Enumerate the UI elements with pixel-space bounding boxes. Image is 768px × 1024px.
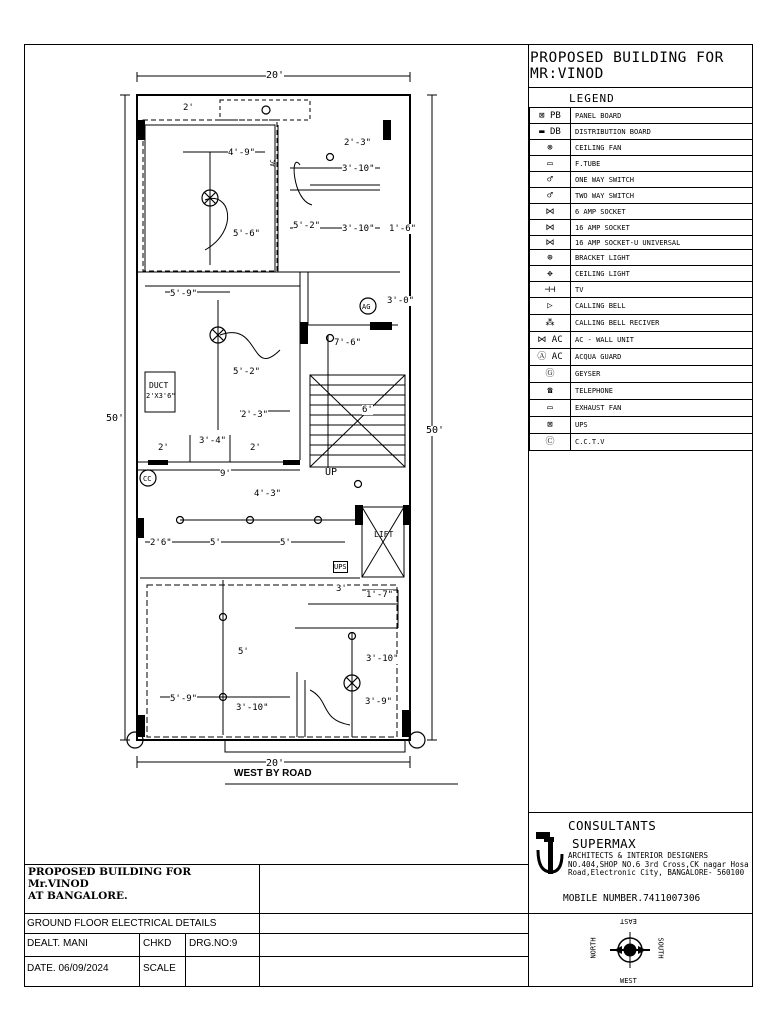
legend-row: [530, 172, 753, 188]
legend-row: [530, 266, 753, 282]
legend-symbol-icon: ⋈: [530, 236, 571, 250]
titleblock-top: [24, 864, 528, 865]
legend-label: CEILING LIGHT: [571, 266, 753, 282]
legend-row: [530, 204, 753, 220]
dimension-label: 4'-3": [254, 489, 282, 499]
road-label: WEST BY ROAD: [234, 768, 312, 779]
legend-row: [530, 188, 753, 204]
legend-symbol-icon: ⁂: [530, 315, 571, 332]
title-divider: [528, 87, 753, 88]
dimension-label: 3': [336, 584, 347, 594]
titleblock-vdiv: [259, 864, 260, 987]
legend-row: [530, 400, 753, 417]
ac-label: AC: [269, 159, 277, 167]
firm-address: ARCHITECTS & INTERIOR DESIGNERS NO.404,SHOP NO.6 3rd Cross,CK nagar Hosa Road,Electronic City, BANGALORE- 560100: [568, 851, 749, 877]
titleblock-row2: [24, 933, 528, 934]
legend-label: DISTRIBUTION BOARD: [571, 124, 753, 140]
dimension-label: 1'-6": [389, 224, 417, 234]
lift-label: LIFT: [374, 530, 394, 539]
legend-symbol-icon: ▭: [530, 400, 571, 417]
dimension-label: 2'6": [150, 538, 172, 548]
legend-row: [530, 383, 753, 400]
titleblock-vdiv3: [185, 933, 186, 987]
legend-symbol-icon: ☎: [530, 383, 571, 400]
ups-label: UPS: [334, 563, 347, 571]
legend-label: C.C.T.V: [571, 434, 753, 451]
project-title: PROPOSED BUILDING FOR MR:VINOD: [530, 50, 724, 82]
legend-row: [530, 156, 753, 172]
legend-label: 16 AMP SOCKET: [571, 220, 753, 236]
legend-symbol-icon: ⊗: [530, 140, 571, 156]
dimension-label: 5'-9": [170, 289, 198, 299]
legend-row: [530, 366, 753, 383]
dimension-label: 9': [220, 469, 231, 479]
legend-symbol-icon: ✥: [530, 266, 571, 282]
mobile-number: MOBILE NUMBER.7411007306: [563, 893, 701, 904]
compass-divider: [528, 913, 753, 914]
legend-label: CALLING BELL RECIVER: [571, 315, 753, 332]
legend-symbol-icon: ⋈: [530, 204, 571, 220]
legend-label: CALLING BELL: [571, 298, 753, 315]
dimension-label: 3'-9": [365, 697, 393, 707]
titleblock-project: PROPOSED BUILDING FOR Mr.VINOD AT BANGALORE.: [28, 866, 192, 902]
sheet-title: GROUND FLOOR ELECTRICAL DETAILS: [27, 918, 217, 929]
legend-row: [530, 108, 753, 124]
dimension-label: 5'-2": [293, 221, 321, 231]
dimension-label: 5'-2": [233, 367, 261, 377]
drawing-number: DRG.NO:9: [189, 938, 238, 949]
legend-label: TV: [571, 282, 753, 298]
legend-label: F.TUBE: [571, 156, 753, 172]
legend-symbol-icon: ⋈: [530, 220, 571, 236]
legend-label: ONE WAY SWITCH: [571, 172, 753, 188]
plan-width-top: 20': [266, 70, 285, 81]
firm-name: SUPERMAX: [572, 836, 637, 851]
drawing-scale: SCALE: [143, 963, 176, 974]
legend-row: [530, 434, 753, 451]
legend-label: EXHAUST FAN: [571, 400, 753, 417]
plan-depth-right: 50': [426, 425, 445, 436]
legend-row: [530, 332, 753, 349]
dimension-label: 4'-9": [228, 148, 256, 158]
cctv-label: CC: [143, 475, 152, 483]
legend-symbol-icon: ⋈ AC: [530, 332, 571, 349]
legend-row: [530, 236, 753, 250]
legend-label: 6 AMP SOCKET: [571, 204, 753, 220]
compass-rose-icon: [600, 922, 660, 978]
legend-row: [530, 315, 753, 332]
legend-title: LEGEND: [569, 92, 615, 105]
dimension-label: 2': [250, 443, 261, 453]
legend-symbol-icon: ♂: [530, 188, 571, 204]
compass-south: SOUTH: [656, 937, 665, 959]
legend-row: [530, 124, 753, 140]
legend-label: UPS: [571, 417, 753, 434]
legend-row: [530, 417, 753, 434]
duct-size: 2'X3'6": [146, 392, 176, 400]
dimension-label: 3'-10": [342, 164, 375, 174]
legend-symbol-icon: ♂: [530, 172, 571, 188]
dimension-label: 3'-10": [366, 654, 399, 664]
dimension-label: 3'-10": [342, 224, 375, 234]
dimension-label: 2': [158, 443, 169, 453]
legend-label: TELEPHONE: [571, 383, 753, 400]
dimension-label: 1'-7": [366, 590, 394, 600]
legend-label: PANEL BOARD: [571, 108, 753, 124]
dimension-label: 5'-6": [233, 229, 261, 239]
drawing-date: DATE. 06/09/2024: [27, 963, 109, 974]
checked-by: CHKD: [143, 938, 172, 949]
legend-label: ACQUA GUARD: [571, 349, 753, 366]
compass-west: WEST: [620, 977, 637, 985]
dimension-label: 2'-3": [344, 138, 372, 148]
dimension-label: 7'-6": [334, 338, 362, 348]
legend-symbol-icon: ▷: [530, 298, 571, 315]
legend-label: TWO WAY SWITCH: [571, 188, 753, 204]
aqua-guard-label: AG: [362, 303, 371, 311]
dimension-label: 3'-4": [199, 436, 227, 446]
supermax-logo: [534, 830, 566, 878]
legend-row: [530, 250, 753, 266]
legend-row: [530, 220, 753, 236]
legend-row: [530, 349, 753, 366]
legend-row: [530, 140, 753, 156]
titleblock-row1: [24, 913, 528, 914]
compass-north: NORTH: [589, 937, 598, 959]
stair-up-label: UP: [325, 467, 338, 478]
legend-label: GEYSER: [571, 366, 753, 383]
dimension-label: 5': [238, 647, 249, 657]
dimension-label: 3'-10": [236, 703, 269, 713]
dimension-label: 6': [362, 405, 373, 415]
legend-label: BRACKET LIGHT: [571, 250, 753, 266]
dealt-by: DEALT. MANI: [27, 938, 88, 949]
legend-row: [530, 282, 753, 298]
consultants-divider: [528, 812, 753, 813]
legend-label: 16 AMP SOCKET-U UNIVERSAL: [571, 236, 753, 250]
plan-depth-left: 50': [106, 413, 125, 424]
legend-table: [529, 107, 753, 451]
duct-label: DUCT: [149, 381, 169, 390]
legend-symbol-icon: Ⓐ AC: [530, 349, 571, 366]
dimension-label: 5'-9": [170, 694, 198, 704]
dimension-label: 5': [210, 538, 221, 548]
titleblock-row3: [24, 956, 528, 957]
dimension-label: 2': [183, 103, 194, 113]
legend-label: CEILING FAN: [571, 140, 753, 156]
legend-symbol-icon: ⊠: [530, 417, 571, 434]
legend-symbol-icon: ▬ DB: [530, 124, 571, 140]
legend-label: AC - WALL UNIT: [571, 332, 753, 349]
legend-symbol-icon: ⊠ PB: [530, 108, 571, 124]
dimension-label: 2'-3": [241, 410, 269, 420]
legend-symbol-icon: Ⓖ: [530, 366, 571, 383]
legend-symbol-icon: Ⓒ: [530, 434, 571, 451]
legend-symbol-icon: ▭: [530, 156, 571, 172]
consultants-heading: CONSULTANTS: [568, 818, 657, 833]
titleblock-vdiv2: [139, 933, 140, 987]
compass-east: EAST: [620, 917, 637, 925]
legend-row: [530, 298, 753, 315]
dimension-label: 5': [280, 538, 291, 548]
dimension-label: 3'-0": [387, 296, 415, 306]
legend-symbol-icon: ⊕: [530, 250, 571, 266]
legend-symbol-icon: ⊣⊣: [530, 282, 571, 298]
plan-width-bottom: 20': [266, 758, 285, 769]
